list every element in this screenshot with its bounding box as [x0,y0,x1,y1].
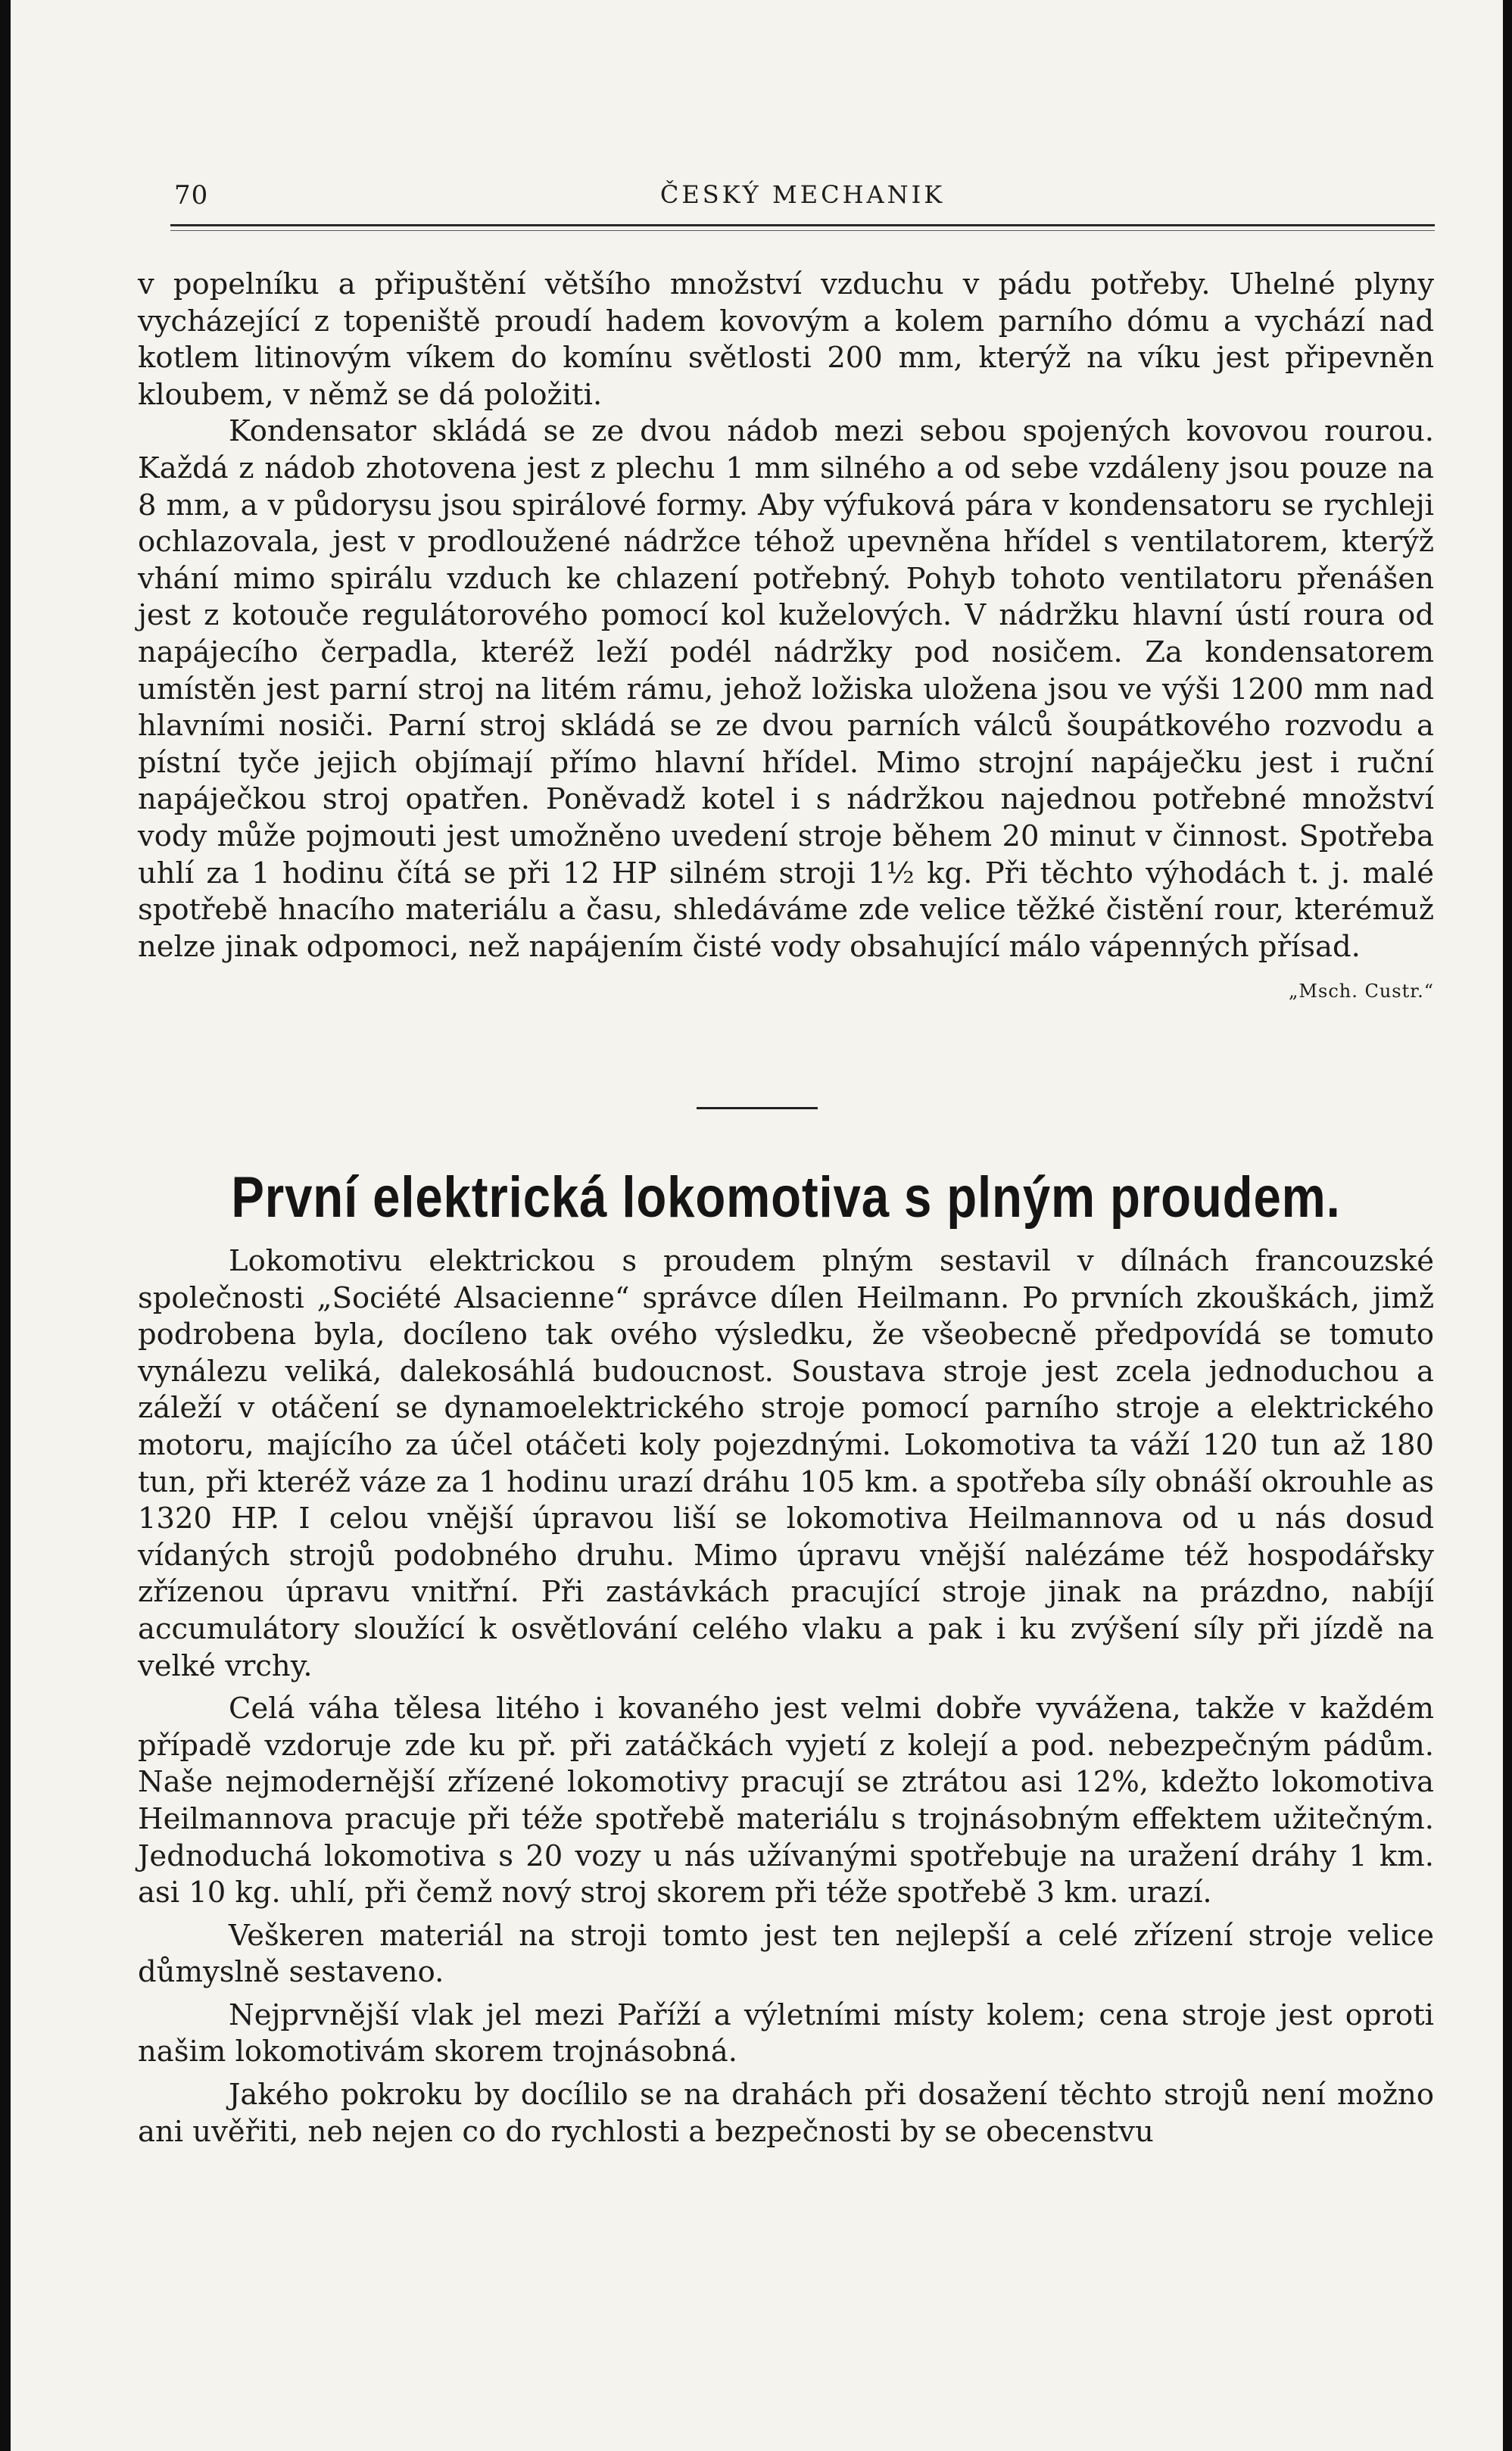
paragraph: Veškeren materiál na stroji tomto jest ten nejlepší a celé zřízení stroje velice důmyslně sestaveno. [138,1918,1434,1990]
source-attribution: „Msch. Custr.“ [1289,981,1434,1003]
paragraph-text: Kondensator skládá se ze dvou nádob mezi sebou spojených kovovou rourou. Každá z nádob zhotovena jest z plechu 1 mm silného a od sebe vzdáleny jsou pouze na 8 mm, a v půdorysu jsou spirálové formy. Aby výfuková pára v kondensatoru se rychleji ochlazovala, jest v prodloužené nádržce téhož upevněna hřídel s ventilatorem, kterýž vhání mimo spirálu vzduch ke chlazení potřebný. Pohyb tohoto ventilatoru přenášen jest z kotouče regulátorového pomocí kol kuželových. V nádržku hlavní ústí roura od napájecího čerpadla, kteréž leží podél nádržky pod nosičem. Za kondensatorem umístěn jest parní stroj na litém rámu, jehož ložiska uložena jsou ve výši 1200 mm nad hlavními nosiči. Parní stroj skládá se ze dvou parních válců šoupátkového rozvodu a pístní tyče jejich objímají přímo hlavní hřídel. Mimo strojní napáječku jest i ruční napáječkou stroj opatřen. Poněvadž kotel i s nádržkou najednou potřebné množství vody může pojmouti jest umožněno uvedení stroje během 20 minut v činnost. Spotřeba uhlí za 1 hodinu čítá se při 12 HP silném stroji 1½ kg. Při těchto výhodách t. j. malé spotřebě hnacího materiálu a času, shledáváme zde velice těžké čistění rour, kterémuž nelze jinak odpomoci, než napájením čisté vody obsahující málo vápenných přísad. [138,414,1434,964]
header-rule-thin [170,230,1435,231]
scan-border-right [1503,0,1512,2451]
header-rule [170,224,1435,226]
paragraph: Nejprvnější vlak jel mezi Paříží a výletními místy kolem; cena stroje jest oproti našim lokomotivám skorem trojnásobná. [138,1997,1434,2069]
page-header [174,180,1431,210]
article-title: První elektrická lokomotiva s plným proudem. [231,1165,1341,1230]
section-separator [697,1107,818,1109]
paragraph: v popelníku a připuštění většího množství vzduchu v pádu potřeby. Uhelné plyny vycházející z topeniště proudí hadem kovovým a kolem parního dómu a vychází nad kotlem litinovým víkem do komínu světlosti 200 mm, kterýž na víku jest připevněn kloubem, v němž se dá položiti. [138,267,1434,412]
article-body [138,1243,1434,2150]
scan-border-left [0,0,11,2451]
paragraph [138,413,1434,1003]
page-number: 70 [174,180,209,210]
article-continuation [138,267,1434,1010]
paragraph: Jakého pokroku by docílilo se na drahách při dosažení těchto strojů není možno ani uvěřiti, neb nejen co do rychlosti a bezpečnosti by se obecenstvu [138,2078,1434,2149]
running-title: ČESKÝ MECHANIK [659,180,946,209]
paragraph: Lokomotivu elektrickou s proudem plným sestavil v dílnách francouzské společnosti „Société Alsacienne“ správce dílen Heilmann. Po prvních zkouškách, jimž podrobena byla, docíleno tak ového výsledku, že všeobecně předpovídá se tomuto vynálezu veliká, dalekosáhlá budoucnost. Soustava stroje jest zcela jednoduchou a záleží v otáčení se dynamoelektrického stroje pomocí parního stroje a elektrického motoru, majícího za účel otáčeti koly pojezdnými. Lokomotiva ta váží 120 tun až 180 tun, při kteréž váze za 1 hodinu urazí dráhu 105 km. a spotřeba síly obnáší okrouhle as 1320 HP. I celou vnější úpravou liší se lokomotiva Heilmannova od u nás dosud vídaných strojů podobného druhu. Mimo úpravu vnější nalézáme též hospodářsky zřízenou úpravu vnitřní. Při zastávkách pracující stroje jinak na prázdno, nabíjí accumulátory sloužící k osvětlování celého vlaku a pak i ku zvýšení síly při jízdě na velké vrchy. [138,1244,1434,1683]
paragraph: Celá váha tělesa litého i kovaného jest velmi dobře vyvážena, takže v každém případě vzdoruje zde ku př. při zatáčkách vyjetí z kolejí a pod. nebezpečným pádům. Naše nejmodernější zřízené lokomotivy pracují se ztrátou asi 12%, kdežto lokomotiva Heilmannova pracuje při téže spotřebě materiálu s trojnásobným effektem užitečným. Jednoduchá lokomotiva s 20 vozy u nás užívanými spotřebuje na uražení dráhy 1 km. asi 10 kg. uhlí, při čemž nový stroj skorem při téže spotřebě 3 km. urazí. [138,1692,1434,1910]
